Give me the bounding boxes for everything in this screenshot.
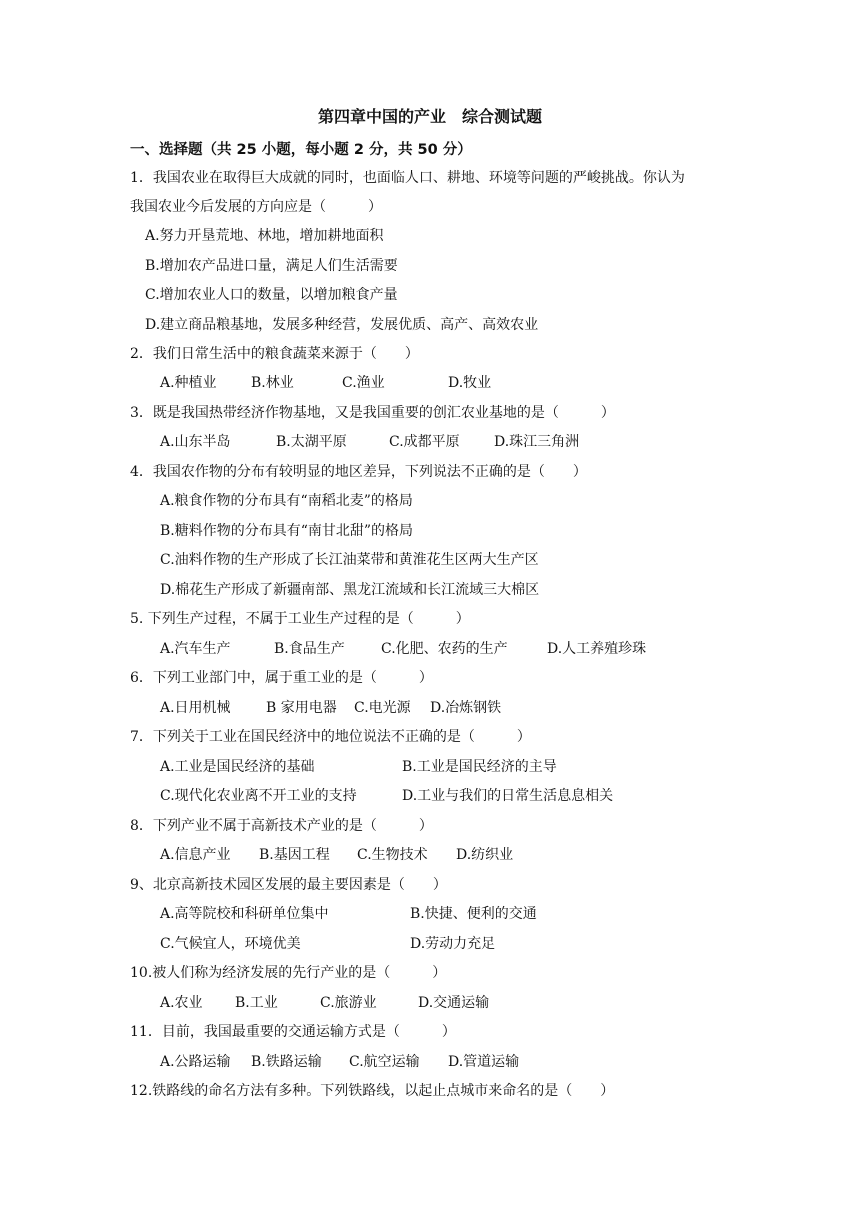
question-3-option-c: C.成都平原: [389, 434, 460, 450]
question-9-option-a: A.高等院校和科研单位集中: [160, 906, 329, 922]
question-4-option-a: A.粮食作物的分布具有“南稻北麦”的格局: [160, 493, 413, 509]
question-7-option-a: A.工业是国民经济的基础: [160, 759, 315, 775]
question-2-option-a: A.种植业: [160, 375, 217, 391]
question-11-option-c: C.航空运输: [349, 1054, 420, 1070]
question-1-option-c: C.增加农业人口的数量，以增加粮食产量: [145, 287, 398, 303]
question-6-option-a: A.日用机械: [160, 700, 231, 716]
question-11-option-a: A.公路运输: [160, 1054, 231, 1070]
question-10-option-d: D.交通运输: [418, 995, 490, 1011]
question-8-option-b: B.基因工程: [259, 847, 330, 863]
question-8-stem: 8．下列产业不属于高新技术产业的是（ ）: [130, 818, 433, 834]
question-3-option-d: D.珠江三角洲: [494, 434, 580, 450]
question-11-option-d: D.管道运输: [448, 1054, 520, 1070]
question-6-stem: 6．下列工业部门中，属于重工业的是（ ）: [130, 670, 433, 686]
question-10-option-a: A.农业: [160, 995, 203, 1011]
question-3-stem: 3．既是我国热带经济作物基地，又是我国重要的创汇农业基地的是（ ）: [130, 405, 615, 421]
question-6-option-d: D.冶炼钢铁: [430, 700, 502, 716]
question-11-option-b: B.铁路运输: [251, 1054, 322, 1070]
question-2-option-b: B.林业: [251, 375, 294, 391]
question-7-option-b: B.工业是国民经济的主导: [402, 759, 557, 775]
question-6-option-c: C.电光源: [354, 700, 411, 716]
question-4-option-d: D.棉花生产形成了新疆南部、黑龙江流域和长江流域三大棉区: [160, 582, 540, 598]
question-9-stem: 9、北京高新技术园区发展的最主要因素是（ ）: [130, 877, 447, 893]
question-12-stem: 12.铁路线的命名方法有多种。下列铁路线，以起止点城市来命名的是（ ）: [130, 1083, 615, 1099]
question-1-option-a: A.努力开垦荒地、林地，增加耕地面积: [145, 228, 384, 244]
question-1-option-b: B.增加农产品进口量，满足人们生活需要: [145, 258, 398, 274]
question-5-option-a: A.汽车生产: [160, 641, 231, 657]
question-1-stem-line2: 我国农业今后发展的方向应是（ ）: [130, 199, 382, 215]
question-11-stem: 11．目前，我国最重要的交通运输方式是（ ）: [130, 1024, 456, 1040]
question-2-option-c: C.渔业: [342, 375, 385, 391]
question-5-option-c: C.化肥、农药的生产: [381, 641, 508, 657]
question-4-stem: 4．我国农作物的分布有较明显的地区差异，下列说法不正确的是（ ）: [130, 464, 587, 480]
question-10-option-c: C.旅游业: [320, 995, 377, 1011]
question-8-option-c: C.生物技术: [357, 847, 428, 863]
question-10-option-b: B.工业: [235, 995, 278, 1011]
question-7-stem: 7．下列关于工业在国民经济中的地位说法不正确的是（ ）: [130, 729, 531, 745]
question-7-option-d: D.工业与我们的日常生活息息相关: [402, 788, 614, 804]
question-6-option-b: B 家用电器: [266, 700, 337, 716]
question-8-option-a: A.信息产业: [160, 847, 231, 863]
question-7-option-c: C.现代化农业离不开工业的支持: [160, 788, 357, 804]
page-title: 第四章中国的产业 综合测试题: [317, 107, 542, 126]
question-5-stem: 5. 下列生产过程，不属于工业生产过程的是（ ）: [130, 611, 470, 627]
section-heading: 一、选择题（共 25 小题，每小题 2 分，共 50 分）: [130, 142, 472, 158]
question-9-option-c: C.气候宜人，环境优美: [160, 936, 301, 952]
question-3-option-b: B.太湖平原: [276, 434, 347, 450]
question-9-option-b: B.快捷、便利的交通: [410, 906, 537, 922]
question-2-option-d: D.牧业: [448, 375, 492, 391]
question-2-stem: 2．我们日常生活中的粮食蔬菜来源于（ ）: [130, 346, 419, 362]
question-5-option-b: B.食品生产: [274, 641, 345, 657]
question-8-option-d: D.纺织业: [456, 847, 514, 863]
question-10-stem: 10.被人们称为经济发展的先行产业的是（ ）: [130, 965, 447, 981]
question-5-option-d: D.人工养殖珍珠: [547, 641, 647, 657]
question-1-option-d: D.建立商品粮基地，发展多种经营，发展优质、高产、高效农业: [145, 317, 539, 333]
question-4-option-b: B.糖料作物的分布具有“南甘北甜”的格局: [160, 523, 414, 539]
question-1-stem-line1: 1．我国农业在取得巨大成就的同时，也面临人口、耕地、环境等问题的严峻挑战。你认为: [130, 170, 685, 186]
question-4-option-c: C.油料作物的生产形成了长江油菜带和黄淮花生区两大生产区: [160, 552, 539, 568]
question-3-option-a: A.山东半岛: [160, 434, 231, 450]
question-9-option-d: D.劳动力充足: [410, 936, 496, 952]
